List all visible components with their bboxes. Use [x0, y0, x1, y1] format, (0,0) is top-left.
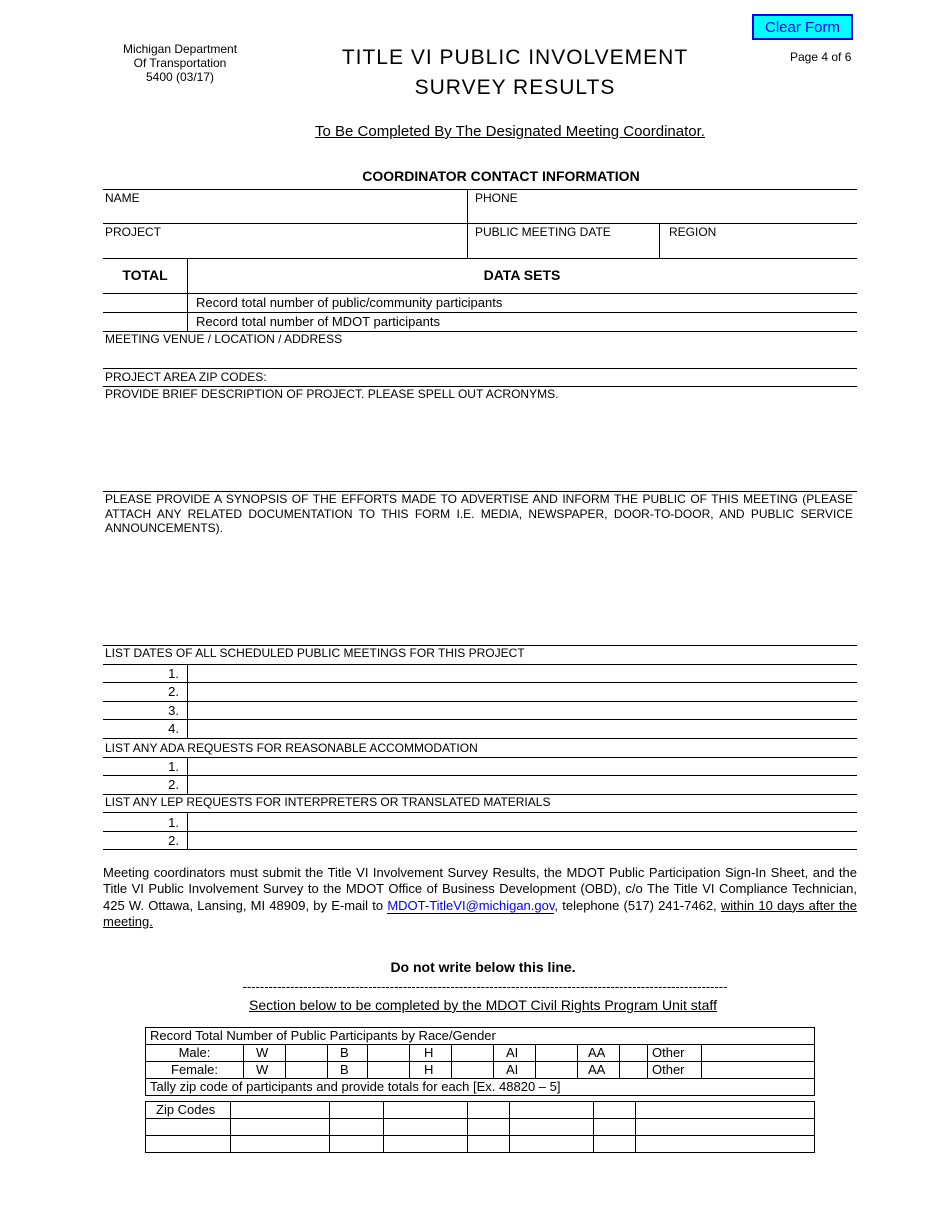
meeting-number-1: 1.: [168, 666, 179, 681]
zip-cell[interactable]: [384, 1119, 468, 1136]
meetings-label: LIST DATES OF ALL SCHEDULED PUBLIC MEETINGS FOR THIS PROJECT: [105, 646, 525, 660]
ada-label: LIST ANY ADA REQUESTS FOR REASONABLE ACCOMMODATION: [105, 741, 478, 755]
dataset-row-mdot: Record total number of MDOT participants: [196, 314, 440, 329]
zip-cell[interactable]: [384, 1136, 468, 1153]
email-link[interactable]: MDOT-TitleVI@michigan.gov: [387, 897, 555, 913]
female-h-input[interactable]: [452, 1062, 494, 1079]
description-label: PROVIDE BRIEF DESCRIPTION OF PROJECT. PLEASE SPELL OUT ACRONYMS.: [105, 387, 559, 401]
contact-heading: COORDINATOR CONTACT INFORMATION: [362, 168, 640, 184]
zip-row: [146, 1136, 815, 1153]
female-ai-input[interactable]: [536, 1062, 578, 1079]
female-row: [146, 1062, 815, 1079]
tally-zip-header: Tally zip code of participants and provide totals for each [Ex. 48820 – 5]: [146, 1079, 815, 1096]
agency-line1: Michigan Department: [122, 42, 238, 56]
zip-cell[interactable]: [330, 1119, 384, 1136]
submission-instructions: [103, 865, 857, 930]
zip-tally-table: [145, 1101, 815, 1153]
meeting-number-3: 3.: [168, 703, 179, 718]
zip-cell[interactable]: [510, 1102, 594, 1119]
zip-cell[interactable]: [384, 1102, 468, 1119]
zip-cell[interactable]: [636, 1102, 815, 1119]
race-gender-header: Record Total Number of Public Participants by Race/Gender: [146, 1028, 815, 1045]
female-h-label: H: [410, 1062, 452, 1079]
male-other-label: Other: [648, 1045, 702, 1062]
male-h-label: H: [410, 1045, 452, 1062]
dataset-row-public: Record total number of public/community participants: [196, 295, 503, 310]
name-label: NAME: [105, 191, 140, 205]
zip-cell[interactable]: [146, 1119, 231, 1136]
venue-label: MEETING VENUE / LOCATION / ADDRESS: [105, 332, 343, 346]
zip-cell[interactable]: [594, 1102, 636, 1119]
region-label: REGION: [669, 225, 717, 239]
zip-cell[interactable]: [636, 1119, 815, 1136]
female-w-label: W: [244, 1062, 286, 1079]
zip-codes-label: PROJECT AREA ZIP CODES:: [105, 370, 267, 384]
male-w-label: W: [244, 1045, 286, 1062]
dashed-divider: ----------------------------------------------------------------------------------------------------------------: [242, 979, 728, 994]
total-header: TOTAL: [122, 267, 168, 283]
instructions-phone: , telephone (517) 241-7462,: [554, 897, 721, 913]
zip-cell[interactable]: [330, 1102, 384, 1119]
page-number: Page 4 of 6: [790, 50, 852, 64]
male-aa-label: AA: [578, 1045, 620, 1062]
male-b-label: B: [328, 1045, 368, 1062]
zip-row: [146, 1102, 815, 1119]
clear-form-button[interactable]: Clear Form: [752, 14, 853, 40]
synopsis-label: PLEASE PROVIDE A SYNOPSIS OF THE EFFORTS MADE TO ADVERTISE AND INFORM THE PUBLIC OF THIS MEETING (PLEASE ATTACH ANY RELATED DOCUMENTATION TO THIS FORM I.E. MEDIA, NEWSPAPER, DOOR-TO-DOOR, AND PUBLIC SERVICE ANNOUNCEMENTS).: [105, 492, 853, 535]
instructions-text: Meeting coordinators must submit the Title VI Involvement Survey Results, the MDOT Public Participation Sign-In Sheet, and the Title VI Public Involvement Survey to the MDOT Office of Business Development (OBD), c/o The Title VI Compliance Technician, 425 W. Ottawa, Lansing, MI 48909, by E-mail to: [103, 865, 857, 913]
lep-number-1: 1.: [168, 815, 179, 830]
staff-section-note: Section below to be completed by the MDOT Civil Rights Program Unit staff: [249, 997, 717, 1013]
male-ai-label: AI: [494, 1045, 536, 1062]
zip-cell[interactable]: [468, 1119, 510, 1136]
female-aa-label: AA: [578, 1062, 620, 1079]
ada-number-2: 2.: [168, 777, 179, 792]
phone-label: PHONE: [475, 191, 518, 205]
female-ai-label: AI: [494, 1062, 536, 1079]
do-not-write-notice: Do not write below this line.: [390, 959, 576, 975]
meeting-number-2: 2.: [168, 684, 179, 699]
zip-row: [146, 1119, 815, 1136]
female-b-input[interactable]: [368, 1062, 410, 1079]
zip-cell[interactable]: [594, 1136, 636, 1153]
zip-cell[interactable]: [231, 1119, 330, 1136]
deadline-text: within 10 days after the meeting.: [103, 897, 857, 929]
zip-cell[interactable]: [146, 1136, 231, 1153]
male-label: Male:: [146, 1045, 244, 1062]
female-b-label: B: [328, 1062, 368, 1079]
form-title-line1: TITLE VI PUBLIC INVOLVEMENT: [341, 46, 689, 69]
project-label: PROJECT: [105, 225, 162, 239]
ada-number-1: 1.: [168, 759, 179, 774]
form-title-line2: SURVEY RESULTS: [414, 76, 616, 99]
male-aa-input[interactable]: [620, 1045, 648, 1062]
zip-cell[interactable]: [510, 1136, 594, 1153]
lep-number-2: 2.: [168, 833, 179, 848]
female-label: Female:: [146, 1062, 244, 1079]
female-w-input[interactable]: [286, 1062, 328, 1079]
zip-codes-label: Zip Codes: [146, 1102, 231, 1119]
male-b-input[interactable]: [368, 1045, 410, 1062]
lep-label: LIST ANY LEP REQUESTS FOR INTERPRETERS OR TRANSLATED MATERIALS: [105, 795, 551, 809]
male-row: [146, 1045, 815, 1062]
zip-cell[interactable]: [636, 1136, 815, 1153]
meeting-number-4: 4.: [168, 721, 179, 736]
zip-cell[interactable]: [510, 1119, 594, 1136]
form-number: 5400 (03/17): [145, 70, 215, 84]
male-ai-input[interactable]: [536, 1045, 578, 1062]
female-other-label: Other: [648, 1062, 702, 1079]
meeting-date-label: PUBLIC MEETING DATE: [475, 225, 611, 239]
female-aa-input[interactable]: [620, 1062, 648, 1079]
agency-line2: Of Transportation: [133, 56, 227, 70]
zip-cell[interactable]: [330, 1136, 384, 1153]
female-other-input[interactable]: [702, 1062, 815, 1079]
male-w-input[interactable]: [286, 1045, 328, 1062]
zip-cell[interactable]: [231, 1102, 330, 1119]
zip-cell[interactable]: [468, 1136, 510, 1153]
male-other-input[interactable]: [702, 1045, 815, 1062]
zip-cell[interactable]: [231, 1136, 330, 1153]
subtitle: To Be Completed By The Designated Meeting Coordinator.: [315, 123, 705, 140]
male-h-input[interactable]: [452, 1045, 494, 1062]
data-sets-header: DATA SETS: [483, 267, 561, 283]
zip-cell[interactable]: [468, 1102, 510, 1119]
zip-cell[interactable]: [594, 1119, 636, 1136]
agency-block: [90, 42, 270, 84]
race-gender-table: [145, 1027, 815, 1096]
